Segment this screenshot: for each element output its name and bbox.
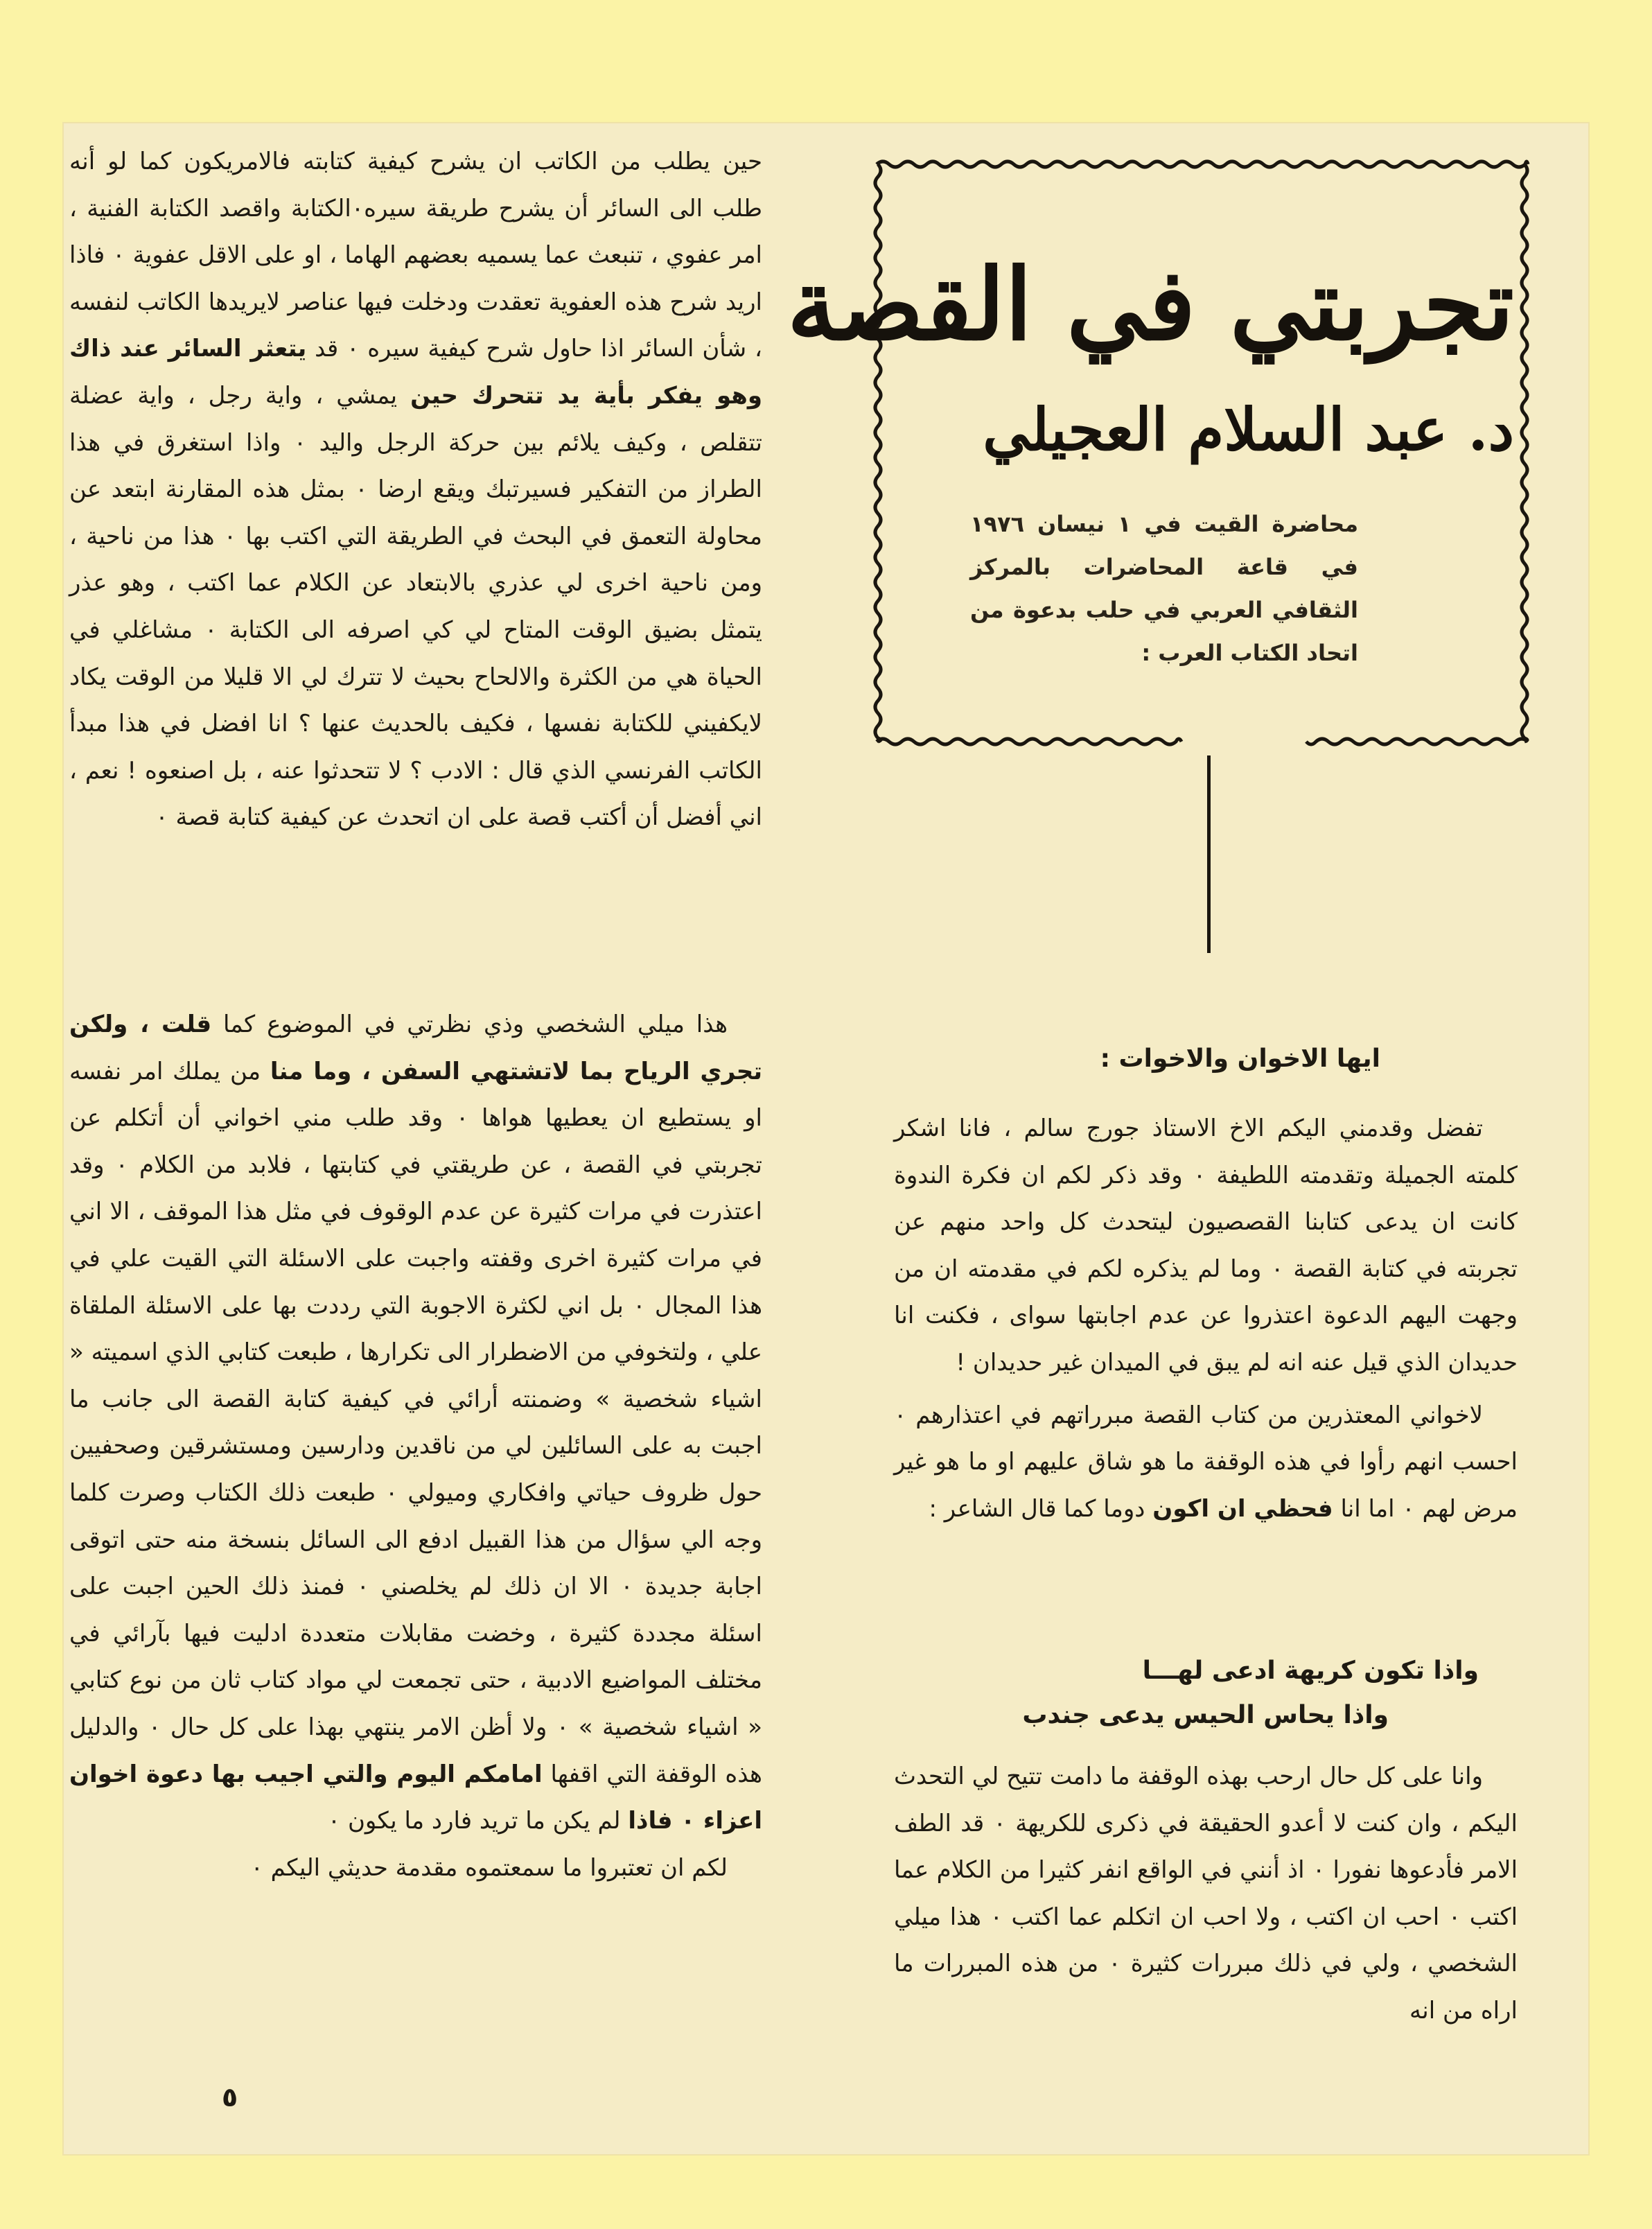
right-column-bottom: [894, 1754, 1518, 2035]
paragraph-text: من يملك امر نفسه او يستطيع ان يعطيها هواها ٠ وقد طلب مني اخواني أن أتكلم عن تجربتي في القصة ، عن طريقتي في كتابتها ، فلابد من الكلام ٠ وقد اعتذرت في مرات كثيرة عن عدم الوقوف في مثل هذا الموقف ، الا اني في مرات كثيرة اخرى وقفته واجبت على الاسئلة التي القيت علي في هذا المجال ٠ بل اني لكثرة الاجوبة التي رددت بها على الاسئلة الملقاة علي ، ولتخوفي من الاضطرار الى تكرارها ، طبعت كتابي الذي اسميته « اشياء شخصية » وضمنته أرائي في كيفية كتابة القصة الى جانب ما اجبت به على السائلين لي من ناقدين ودارسين ومستشرقين وصحفيين حول ظروف حياتي وافكاري وميولي ٠ طبعت ذلك الكتاب وصرت كلما وجه الي سؤال من هذا القبيل ادفع الى السائل بنسخة منه حتى اتوقى اجابة جديدة ٠ الا ان ذلك لم يخلصني ٠ فمنذ ذلك الحين اجبت على اسئلة مجددة كثيرة ، وخضت مقابلات متعددة ادليت فيها بآرائي في مختلف المواضيع الادبية ، حتى تجمعت لي مواد كتاب ثان من نوع كتابي « اشياء شخصية » ٠ ولا أظن الامر ينتهي بهذا على كل حال ٠ والدليل هذه الوقفة التي اقفها: [69, 1057, 763, 1788]
left-column-top: [69, 139, 762, 841]
page-number: ٥: [222, 2082, 238, 2113]
paragraph-text: حين يطلب من الكاتب ان يشرح كيفية كتابته فالامريكون كما لو أنه طلب الى السائر أن يشرح طريقة سيره٠الكتابة واقصد الكتابة الفنية ، امر عفوي ، تنبعث عما يسميه بعضهم الهاما ، او على الاقل عفوية ٠ فاذا اريد شرح هذه العفوية تعقدت ودخلت فيها عناصر لايريدها الكاتب لنفسه ، شأن السائر اذا حاول شرح كيفية سيره ٠ قد: [69, 148, 763, 363]
paragraph-text: لم يكن ما تريد فارد ما يكون ٠: [327, 1807, 621, 1835]
paragraph-text: يمشي ، واية رجل ، واية عضلة تتقلص ، وكيف يلائم بين حركة الرجل واليد ٠ واذا استغرق في هذا الطراز من التفكير فسيرتبك ويقع ارضا ٠ بمثل هذه المقارنة ابتعد عن محاولة التعمق في البحث في الطريقة التي اكتب بها ٠ هذا من ناحية ، ومن ناحية اخرى لي عذري بالابتعاد عن الكلام عما اكتب ، وهو عذر يتمثل بضيق الوقت المتاح لي كي اصرفه الى الكتابة ٠ مشاغلي في الحياة هي من الكثرة والالحاح بحيث لا تترك لي الا قليلا من الوقت يكاد لايكفيني للكتابة نفسها ، فكيف بالحديث عنها ؟ انا افضل في هذا مبدأ الكاتب الفرنسي الذي قال : الادب ؟ لا تتحدثوا عنه ، بل اصنعوه ! نعم ، اني أفضل أن أكتب قصة على ان اتحدث عن كيفية كتابة قصة ٠: [69, 381, 763, 832]
bold-text: امامكم اليوم والتي اجيب بها دعوة اخوان اعزاء ٠ فاذا: [69, 1760, 762, 1835]
title-frame: [787, 149, 1542, 759]
vertical-divider: [1207, 755, 1211, 953]
right-column-top: [894, 1105, 1518, 1532]
bold-text: قلت ، ولكن تجري الرياح بما لاتشتهي السفن ، وما منا: [69, 1011, 763, 1085]
article-author: د. عبد السلام العجيلي: [983, 395, 1514, 464]
left-column-bottom: [69, 1002, 762, 1891]
paragraph: [69, 139, 762, 841]
paragraph-text: دوما كما قال الشاعر :: [929, 1494, 1145, 1523]
bold-text: فحظي ان اكون: [1152, 1494, 1333, 1523]
paragraph: وانا على كل حال ارحب بهذه الوقفة ما دامت تتيح لي التحدث اليكم ، وان كنت لا أعدو الحقيقة في ذكرى للكريهة ٠ قد الطف الامر فأدعوها نفورا ٠ اذ أنني في الواقع انفر كثيرا من الكلام عما اكتب ٠ احب ان اكتب ، ولا احب ان اتكلم عما اكتب ٠ هذا ميلي الشخصي ، ولي في ذلك مبررات كثيرة ٠ من هذه المبررات ما اراه من انه: [894, 1763, 1518, 2025]
paragraph-text: لاخواني المعتذرين من كتاب القصة مبرراتهم في اعتذارهم ٠ احسب انهم رأوا في هذه الوقفة ما هو شاق عليهم او ما هو غير مرض لهم ٠ اما انا: [894, 1401, 1518, 1523]
poem-verse: واذا تكون كريهة ادعى لهـــا: [1142, 1657, 1479, 1685]
poem-verse: واذا يحاس الحيس يدعى جندب: [1022, 1701, 1389, 1729]
paragraph-text: هذا ميلي الشخصي وذي نظرتي في الموضوع كما: [223, 1011, 728, 1038]
paragraph: تفضل وقدمني اليكم الاخ الاستاذ جورج سالم ، فانا اشكر كلمته الجميلة وتقدمته اللطيفة ٠ وقد ذكر لكم ان فكرة الندوة كانت ان يدعى كتابنا القصصيون ليتحدث كل واحد منهم عن تجربته في كتابة القصة ٠ وما لم يذكره لكم في مقدمته ان من وجهت اليهم الدعوة اعتذروا عن عدم اجابتها سواى ، فكنت انا حديدان الذي قيل عنه انه لم يبق في الميدان غير حديدان !: [894, 1114, 1518, 1376]
article-intro: محاضرة القيت في ١ نيسان ١٩٧٦ في قاعة المحاضرات بالمركز الثقافي العربي في حلب بدعوة من اتحاد الكتاب العرب :: [970, 511, 1359, 666]
paragraph: [894, 1392, 1518, 1533]
article-title: تجربتي في القصة: [787, 247, 1514, 362]
bold-text: يتعثر السائر عند ذاك وهو يفكر بأية يد تتحرك حين: [69, 335, 762, 410]
paragraph: لكم ان تعتبروا ما سمعتموه مقدمة حديثي اليكم ٠: [250, 1853, 728, 1882]
paragraph: [69, 1002, 762, 1845]
salutation: ايها الاخوان والاخوات :: [1100, 1044, 1380, 1073]
